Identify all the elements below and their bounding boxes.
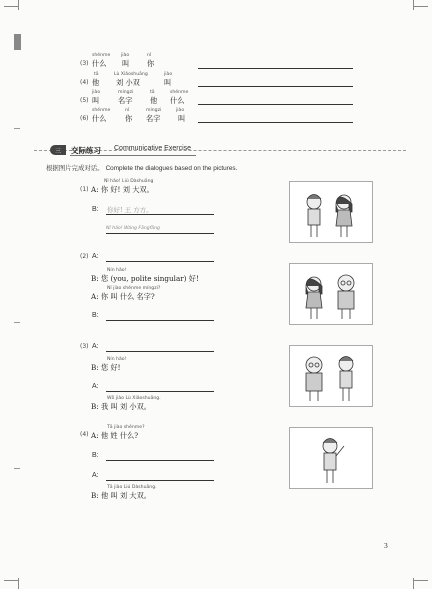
hanzi: 他 — [92, 78, 100, 87]
picture-boy-waving — [289, 427, 373, 489]
answer-line[interactable] — [106, 480, 214, 481]
line-b: B: 您 好! — [91, 363, 121, 372]
answer-line[interactable] — [106, 214, 214, 215]
crop-mark — [414, 580, 428, 581]
answer-line[interactable] — [198, 104, 353, 105]
crop-mark — [413, 0, 414, 10]
speaker-b-label: B: — [92, 312, 99, 319]
answer-line[interactable] — [198, 68, 353, 69]
pinyin: jiào — [176, 108, 185, 113]
line-a: A: 他 姓 什么? — [91, 431, 139, 440]
line-b: B: 您 (you, polite singular) 好! — [91, 274, 199, 283]
answer-line[interactable] — [106, 261, 214, 262]
hanzi: 叫 — [92, 96, 100, 105]
item-number: (5) — [80, 97, 89, 104]
answer-line[interactable] — [106, 351, 214, 352]
crop-mark — [18, 0, 19, 10]
speaker-b-label: B: — [92, 206, 99, 213]
pinyin: Nǐ jiào shénme míngzi? — [107, 286, 161, 291]
answer-line[interactable] — [106, 391, 214, 392]
picture-boy-and-girl — [289, 181, 373, 243]
binding-mark — [14, 34, 21, 50]
hanzi: 你 — [125, 114, 133, 123]
handwritten-answer: 你好! 王 方方。 — [107, 206, 153, 214]
speaker-a-label: A: — [92, 343, 99, 350]
pinyin: Tā jiào shénme? — [107, 425, 145, 430]
speaker-a-label: A: — [92, 472, 99, 479]
margin-mark — [14, 322, 20, 323]
dialogue-number: (4) — [80, 431, 89, 438]
pinyin: míngzi — [118, 90, 134, 95]
speaker-a-label: A: — [92, 253, 99, 260]
pinyin: shénme — [92, 53, 111, 58]
section-title-en: Communicative Exercise — [114, 145, 192, 152]
hanzi: 叫 — [164, 78, 172, 87]
answer-line[interactable] — [106, 233, 214, 234]
instruction — [46, 163, 237, 172]
hanzi: 他 — [150, 96, 158, 105]
pinyin: nǐ — [125, 108, 130, 113]
crop-mark — [4, 6, 18, 7]
dialogue-number: (1) — [80, 186, 89, 193]
page-number: 3 — [384, 541, 388, 550]
hanzi: 什么 — [92, 114, 107, 123]
pinyin: jiào — [121, 53, 130, 58]
crop-mark — [18, 578, 19, 589]
hanzi: 名字 — [118, 96, 133, 105]
dialogue-number: (2) — [80, 253, 89, 260]
section-title-cn: 交际练习 — [71, 146, 101, 155]
pinyin: jiào — [164, 72, 173, 77]
picture-old-man-and-boy — [289, 345, 373, 407]
line-b: B: 他 叫 刘 大双。 — [91, 491, 151, 500]
instruction-en: Complete the dialogues based on the pictures. — [105, 165, 238, 172]
crop-mark — [414, 6, 428, 7]
hanzi: 什么 — [170, 96, 185, 105]
margin-mark — [14, 128, 20, 129]
item-number: (3) — [80, 60, 89, 67]
hanzi: 你 — [147, 59, 155, 68]
hanzi: 刘 小双 — [116, 78, 140, 87]
crop-mark — [413, 578, 414, 589]
pinyin: Nǐ hǎo! Liú Dàshuāng — [104, 179, 154, 184]
answer-line[interactable] — [198, 86, 353, 87]
pinyin: jiào — [92, 90, 101, 95]
hanzi: 名字 — [146, 114, 161, 123]
section-number-icon — [50, 145, 66, 155]
hanzi: 叫 — [122, 59, 130, 68]
item-number: (6) — [80, 115, 89, 122]
crop-mark — [4, 580, 18, 581]
hanzi: 叫 — [178, 114, 186, 123]
pinyin: Nín hǎo! — [107, 268, 127, 273]
line-a: A: 你 叫 什么 名字? — [91, 292, 155, 301]
pinyin: Lù Xiǎoshuāng — [114, 72, 148, 77]
answer-line[interactable] — [106, 320, 214, 321]
speaker-b-label: B: — [92, 452, 99, 459]
pinyin: shénme — [92, 108, 111, 113]
instruction-cn: 根据图片完成对话。 — [46, 164, 104, 172]
dialogue-number: (3) — [80, 343, 89, 350]
pinyin: tā — [150, 90, 155, 95]
pinyin: míngzi — [146, 108, 162, 113]
pinyin: Tā jiào Liú Dàshuāng. — [107, 485, 157, 490]
pinyin: shénme — [170, 90, 189, 95]
hanzi: 什么 — [92, 59, 107, 68]
pinyin: nǐ — [147, 53, 152, 58]
answer-line[interactable] — [106, 460, 214, 461]
item-number: (4) — [80, 79, 89, 86]
line-a: A: 你 好! 刘 大双。 — [91, 185, 154, 194]
speaker-a-label: A: — [92, 383, 99, 390]
line-b: B: 我 叫 刘 小双。 — [91, 402, 151, 411]
handwritten-pinyin: Nǐ hǎo! Wáng Fāngfāng — [106, 226, 160, 231]
picture-girl-and-old-man — [289, 263, 373, 325]
answer-line[interactable] — [198, 122, 353, 123]
pinyin: Nín hǎo! — [107, 357, 127, 362]
section-underline — [70, 155, 196, 156]
pinyin: tā — [94, 72, 99, 77]
pinyin: Wǒ jiào Lù Xiǎoshuāng. — [107, 396, 161, 401]
margin-mark — [14, 468, 20, 469]
section-number: 三 — [55, 148, 62, 155]
